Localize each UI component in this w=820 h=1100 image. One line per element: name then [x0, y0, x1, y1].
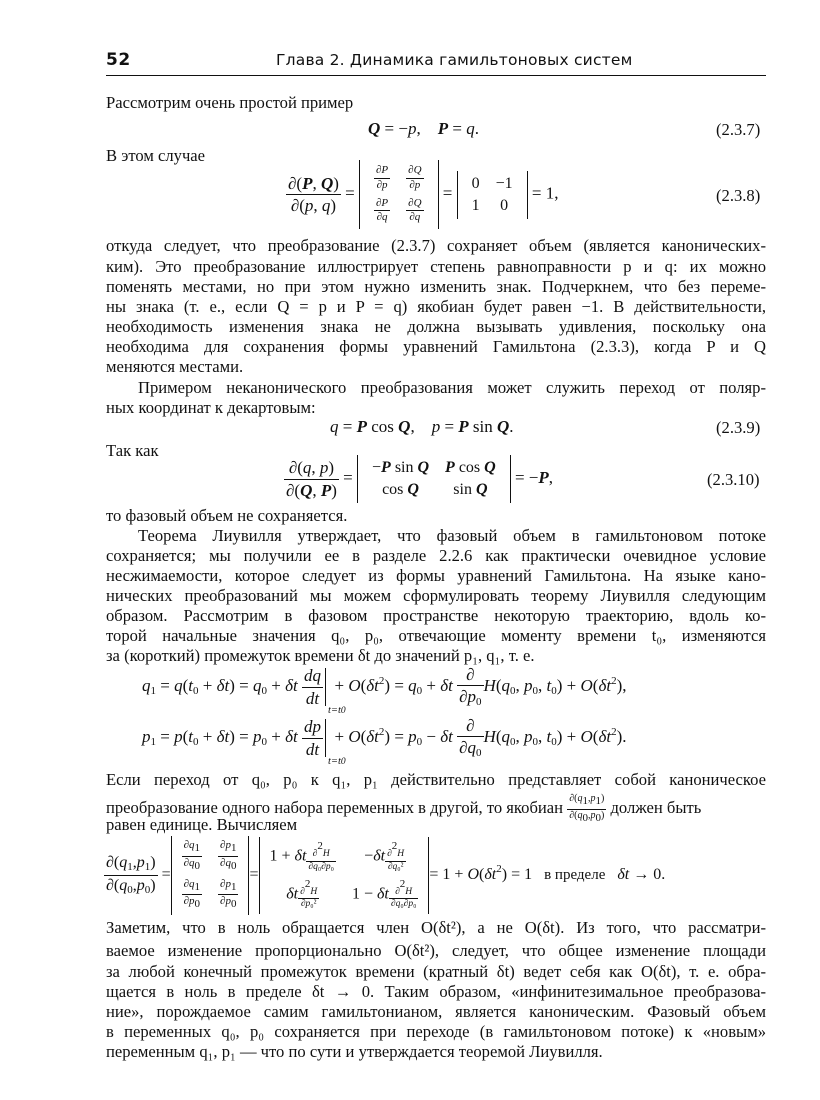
text-line: необходимость изменения знака не должна вызывать удивления, поскольку она [106, 317, 766, 336]
text-line: сохраняется; мы получили ее в разделе 2.2.6 как практически очевидное условие [106, 546, 766, 565]
equation-number: (2.3.10) [707, 470, 760, 489]
text-line: В этом случае [106, 146, 206, 165]
text-line: равен единице. Вычисляем [106, 815, 298, 834]
equation-2-3-8: $\frac{\partial(P, Q)}{\partial(p, q)}$ = $\frac{\partial P}{\partial p}$ $\frac{\partial Q}{\partial p}$ $\frac{\partial P}{\partial q}$ $\frac{\partial Q}{\partial q}$ = 0 −1 1 0 = 1, [286, 160, 559, 229]
equation-2-3-10: $\frac{\partial(q, p)}{\partial(Q, P)}$ = −P sin Q P cos Q cos Q sin Q = −P, [284, 455, 553, 503]
header-rule [106, 75, 766, 76]
text-line: нических преобразований мы можем сформулировать теорему Лиувилля следующим [106, 586, 766, 605]
text-line: ны знака (т. е., если Q = p и P = q) якобиан будет равен −1. В действительности, [106, 297, 766, 316]
text-line: образом. Рассмотрим в фазовом пространстве некоторую траекторию, вдоль ко- [106, 606, 766, 625]
text-line: несжимаемости, которое следует из формы уравнений Гамильтона. На языке кано- [106, 566, 766, 585]
text-line: ваемое изменение пропорционально O(δt²), следует, что общее изменение площади [106, 941, 766, 960]
text-line: ким). Это преобразование иллюстрирует степень равноправности p и q: их можно [106, 257, 766, 276]
equation-q1: $q_1 = q(t_0 + \delta t) = q_0 + \delta t$ $\frac{dq}{dt}$ t=t0 + $O(\delta t^2) = q_0 + \delta t$ $\frac{\partial}{\partial p_0}$ $H(q_0$, $p_0$, $t_0) + O(\delta t^2)$, [142, 665, 627, 716]
page-number: 52 [106, 50, 131, 70]
text-line: Рассмотрим очень простой пример [106, 93, 354, 112]
equation-number: (2.3.7) [716, 120, 761, 139]
equation-jacobian: $\frac{\partial(q_1,p_1)}{\partial(q_0,p_0)}$ = $\frac{\partial q1}{\partial q0}$ $\frac{\partial p1}{\partial q0}$ $\frac{\partial q1}{\partial p0}$ $\frac{\partial p1}{\partial p0}$ = 1 + δt $\frac{\partial 2H}{\text{∂q₀∂p₀}}$ −δt $\frac{\partial 2H}{\text{∂q₀²}}$ δt $\frac{\partial 2H}{\text{∂p₀²}}$ 1 − δt $\frac{\partial 2H}{\text{∂q₀∂p₀}}$ = $1 + O(\delta t^2) = 1$ в пределе δt → 0. [104, 836, 665, 915]
text-line: за (короткий) промежуток времени δt до значений p₁, q₁, т. е. [106, 646, 535, 665]
equation-number: (2.3.9) [716, 418, 761, 437]
equation-number: (2.3.8) [716, 186, 761, 205]
text-line: за любой конечный промежуток времени (кратный δt) ведет себя как O(δt), т. е. обра- [106, 962, 766, 981]
chapter-title: Глава 2. Динамика гамильтоновых систем [276, 51, 633, 69]
text-fragment: преобразование одного набора переменных в другой, то якобиан [106, 798, 564, 818]
text-fragment: должен быть [610, 798, 702, 818]
text-line: поменять местами, но при этом нужно изменить знак. Подчеркнем, что без переме- [106, 277, 766, 296]
text-line: преобразование одного набора переменных в другой, то якобиан $\frac{\partial(q1,p1)}{\partial(q0,p0)}$ должен быть [106, 793, 702, 824]
text-line: Заметим, что в ноль обращается член O(δt²), а не O(δt). Из того, что рассматри- [106, 918, 766, 937]
equation-p1: $p_1 = p(t_0 + \delta t) = p_0 + \delta t$ $\frac{dp}{dt}$ t=t0 + $O(\delta t^2) = p_0 - \delta t$ $\frac{\partial}{\partial q_0}$ $H(q_0$, $p_0$, $t_0) + O(\delta t^2)$. [142, 716, 627, 767]
text-line: ных координат к декартовым: [106, 398, 316, 417]
text-line: Теорема Лиувилля утверждает, что фазовый объем в гамильтоновом потоке [138, 526, 766, 545]
text-line: ние», порождаемое самим гамильтонианом, является каноническим. Фазовый объем [106, 1002, 766, 1021]
equation-2-3-7: Q = −p, P = q. [368, 119, 479, 138]
text-line: щается в ноль в пределе δt → 0. Таким образом, «инфинитезимальное преобразова- [106, 982, 766, 1001]
text-line: торой начальные значения q₀, p₀, отвечающие моменту времени t₀, изменяются [106, 626, 766, 645]
text-line: в переменных q₀, p₀ сохраняется при переходе (в гамильтоновом потоке) к «новым» [106, 1022, 766, 1041]
text-line: Примером неканонического преобразования может служить переход от поляр- [138, 378, 766, 397]
in-limit-text: в пределе [544, 867, 606, 884]
text-line: Так как [106, 441, 159, 460]
text-line: то фазовый объем не сохраняется. [106, 506, 348, 525]
text-line: меняются местами. [106, 357, 244, 376]
text-line: Если переход от q₀, p₀ к q₁, p₁ действительно представляет собой каноническое [106, 770, 766, 789]
text-line: необходима для сохранения формы уравнений Гамильтона (2.3.3), когда P и Q [106, 337, 766, 356]
text-line: откуда следует, что преобразование (2.3.7) сохраняет объем (является канонических- [106, 236, 766, 255]
equation-2-3-9: q = P cos Q, p = P sin Q. [330, 417, 514, 436]
text-line: переменным q₁, p₁ — что по сути и утверждается теоремой Лиувилля. [106, 1042, 603, 1061]
